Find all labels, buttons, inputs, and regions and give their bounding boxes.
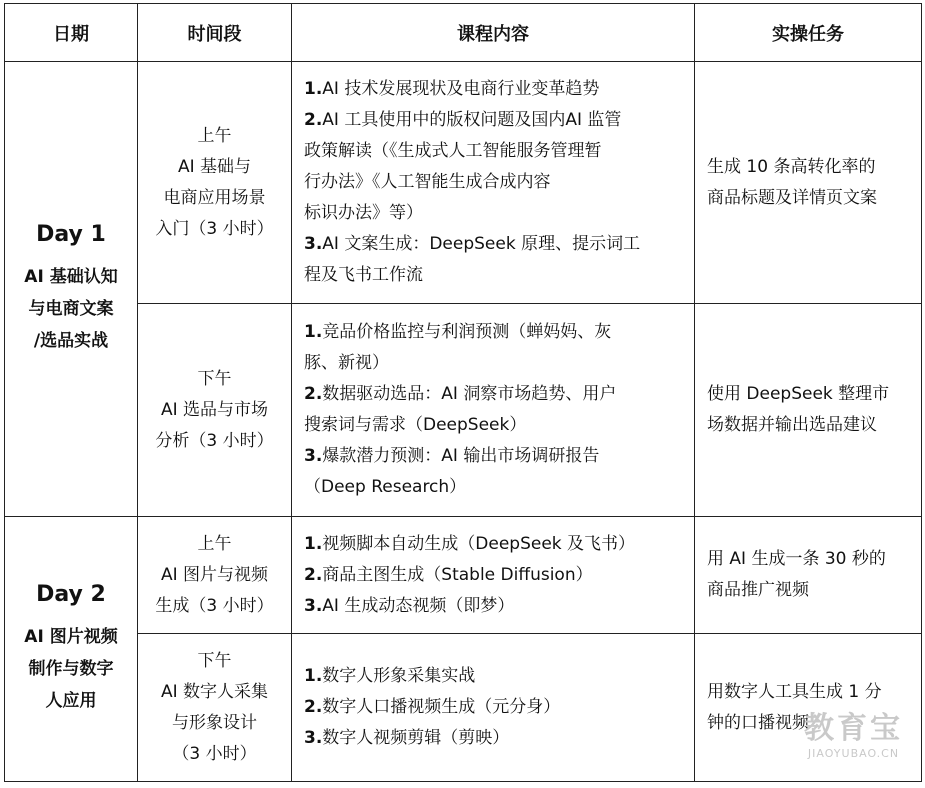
task-line: 场数据并输出选品建议 — [707, 415, 877, 435]
day-subtitle-line: 人应用 — [45, 690, 97, 711]
period-line: 分析（3 小时） — [155, 430, 274, 451]
content-line: 1.AI 技术发展现状及电商行业变革趋势 — [304, 79, 600, 99]
content-line: 1.视频脚本自动生成（DeepSeek 及飞书） — [304, 533, 636, 554]
table-row — [5, 62, 922, 304]
day-cell — [5, 517, 138, 782]
period-cell — [138, 62, 292, 304]
content-line: 2.数据驱动选品：AI 洞察市场趋势、用户 — [304, 384, 617, 404]
task-line: 商品推广视频 — [707, 580, 809, 600]
content-line: 程及飞书工作流 — [304, 265, 423, 285]
period-line: AI 图片与视频 — [160, 564, 269, 585]
content-line: 2.商品主图生成（Stable Diffusion） — [304, 564, 593, 585]
content-line: 3.数字人视频剪辑（剪映） — [304, 728, 510, 748]
period-cell — [138, 304, 292, 517]
day-subtitle-line: AI 基础认知 — [24, 266, 118, 287]
table-row — [5, 517, 922, 634]
content-line: 豚、新视） — [304, 353, 389, 373]
table-row — [5, 634, 922, 782]
header-row — [5, 4, 922, 62]
period-line: 下午 — [197, 650, 232, 671]
task-cell — [695, 62, 922, 304]
period-line: AI 基础与 — [177, 156, 252, 177]
content-line: 行办法》《人工智能生成合成内容 — [304, 172, 551, 192]
header-period: 时间段 — [138, 4, 292, 62]
period-line: 入门（3 小时） — [155, 218, 274, 239]
content-line: 标识办法》等） — [304, 203, 423, 223]
task-line: 钟的口播视频 — [707, 712, 809, 733]
content-line: 3.AI 文案生成：DeepSeek 原理、提示词工 — [304, 234, 641, 254]
header-content: 课程内容 — [292, 4, 695, 62]
header-date: 日期 — [5, 4, 138, 62]
period-line: 上午 — [197, 533, 232, 554]
day-subtitle-line: /选品实战 — [33, 330, 109, 351]
period-line: 下午 — [197, 368, 232, 389]
task-line: 用数字人工具生成 1 分 — [707, 681, 882, 702]
content-line: 政策解读（《生成式人工智能服务管理暂 — [304, 141, 602, 161]
day-title: Day 2 — [36, 581, 106, 607]
period-line: 与形象设计 — [172, 712, 257, 733]
period-line: AI 数字人采集 — [160, 681, 269, 702]
watermark-domain: JIAOYUBAO.CN — [807, 747, 900, 760]
day-cell — [5, 62, 138, 517]
period-line: AI 选品与市场 — [160, 399, 269, 420]
header-task: 实操任务 — [695, 4, 922, 62]
period-line: 电商应用场景 — [163, 187, 266, 208]
content-line: 2.数字人口播视频生成（元分身） — [304, 697, 561, 717]
content-line: （Deep Research） — [304, 477, 467, 497]
task-line: 生成 10 条高转化率的 — [707, 156, 876, 177]
task-line: 商品标题及详情页文案 — [707, 187, 877, 208]
watermark-logo — [804, 711, 903, 761]
content-line: 1.数字人形象采集实战 — [304, 666, 476, 686]
period-cell — [138, 517, 292, 634]
course-schedule-table — [4, 3, 922, 782]
task-line: 使用 DeepSeek 整理市 — [707, 384, 890, 404]
day-subtitle — [5, 621, 137, 717]
day-subtitle-line: 制作与数字 — [28, 658, 114, 679]
content-line: 3.AI 生成动态视频（即梦） — [304, 595, 515, 616]
period-line: 上午 — [197, 125, 232, 146]
day-subtitle — [5, 261, 137, 357]
table-row — [5, 304, 922, 517]
content-cell — [292, 304, 695, 517]
content-line: 3.爆款潜力预测：AI 输出市场调研报告 — [304, 446, 600, 466]
day-subtitle-line: AI 图片视频 — [24, 626, 118, 647]
content-line: 1.竞品价格监控与利润预测（蝉妈妈、灰 — [304, 322, 612, 342]
content-cell — [292, 634, 695, 782]
content-cell — [292, 62, 695, 304]
task-cell — [695, 304, 922, 517]
period-cell — [138, 634, 292, 782]
task-line: 用 AI 生成一条 30 秒的 — [707, 549, 886, 569]
day-subtitle-line: 与电商文案 — [28, 298, 114, 319]
watermark-text: 教育宝 — [804, 711, 903, 746]
content-line: 2.AI 工具使用中的版权问题及国内AI 监管 — [304, 110, 622, 130]
task-cell — [695, 517, 922, 634]
content-cell — [292, 517, 695, 634]
day-title: Day 1 — [36, 221, 106, 247]
period-line: 生成（3 小时） — [155, 595, 274, 616]
period-line: （3 小时） — [172, 743, 257, 764]
content-line: 搜索词与需求（DeepSeek） — [304, 415, 527, 435]
